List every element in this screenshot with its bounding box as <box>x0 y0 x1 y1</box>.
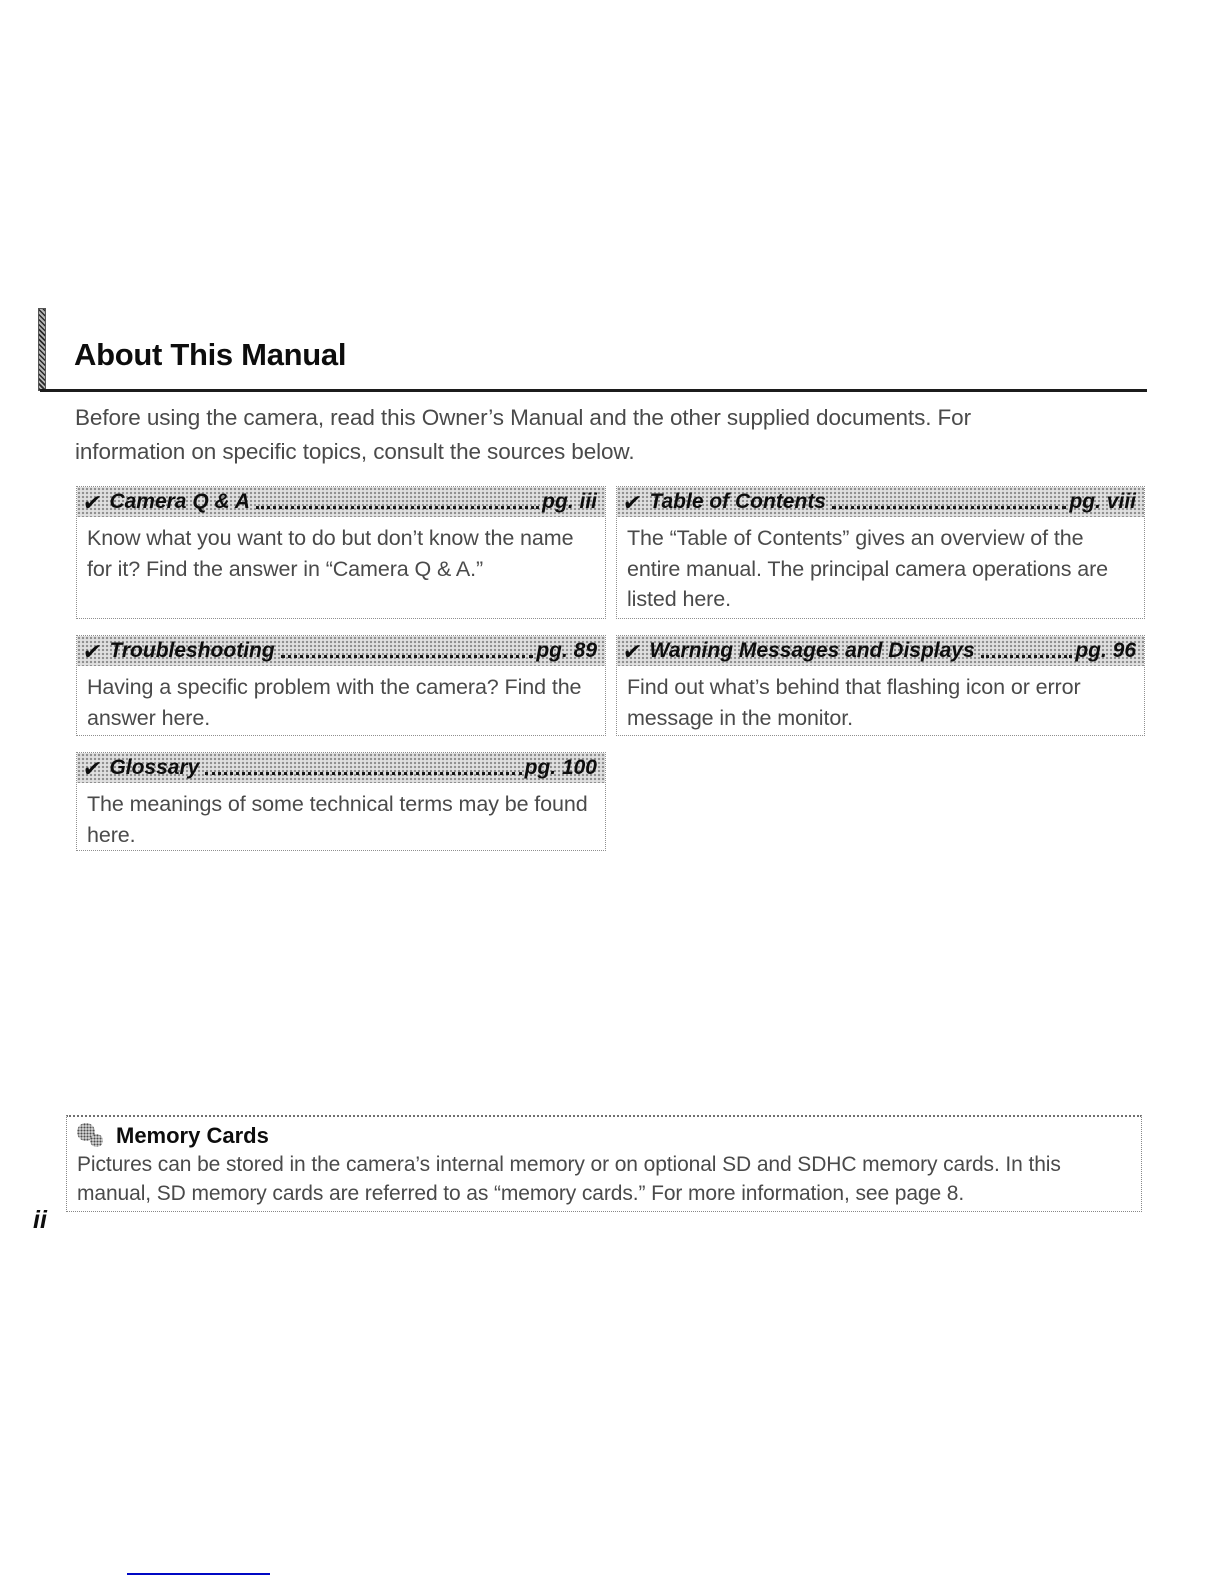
check-icon: ✔ <box>81 639 104 664</box>
memory-cards-note <box>66 1115 1142 1212</box>
check-icon: ✔ <box>81 490 104 515</box>
ref-box-header <box>617 636 1144 666</box>
ref-box-body: The “Table of Contents” gives an overview of the entire manual. The principal camera operations are listed here. <box>627 526 1109 612</box>
title-rule <box>40 389 1147 392</box>
ref-box-troubleshooting <box>76 635 606 736</box>
note-title: Memory Cards <box>116 1123 269 1148</box>
page-ref: pg. 96 <box>1075 639 1136 662</box>
intro-line-1: Before using the camera, read this Owner’s Manual and the other supplied documents. For <box>75 405 971 430</box>
ref-box-body: The meanings of some technical terms may be found here. <box>87 792 588 847</box>
dotted-leader <box>832 506 1066 509</box>
ref-box-title: Troubleshooting <box>109 639 275 662</box>
ref-box-title: Glossary <box>109 756 200 779</box>
page-ref: pg. 89 <box>536 639 597 662</box>
ref-box-header <box>77 636 605 666</box>
ref-box-title: Camera Q & A <box>109 490 250 513</box>
memory-cards-icon <box>77 1122 107 1150</box>
page-ref: pg. iii <box>542 490 597 513</box>
dotted-leader <box>256 506 539 509</box>
ref-box-title: Table of Contents <box>649 490 826 513</box>
ref-box-body: Having a specific problem with the camera? Find the answer here. <box>87 675 582 730</box>
page-number: ii <box>33 1206 47 1234</box>
ref-box-body: Know what you want to do but don’t know the name for it? Find the answer in “Camera Q & A.” <box>87 526 574 581</box>
dotted-leader <box>281 655 534 658</box>
page-ref: pg. viii <box>1069 490 1136 513</box>
dotted-leader <box>981 655 1073 658</box>
ref-box-warning-messages <box>616 635 1145 736</box>
check-icon: ✔ <box>621 490 644 515</box>
note-body: Pictures can be stored in the camera’s internal memory or on optional SD and SDHC memory cards. In this manual, SD memory cards are referred to as “memory cards.” For more information, see page 8. <box>77 1153 1061 1205</box>
ref-box-camera-qa <box>76 486 606 619</box>
ref-box-glossary <box>76 752 606 851</box>
ref-box-header <box>617 487 1144 517</box>
ref-box-header <box>77 487 605 517</box>
ref-box-header <box>77 753 605 783</box>
memory-cards-note-header <box>77 1122 1129 1150</box>
page-title: About This Manual <box>74 337 347 372</box>
page-ref: pg. 100 <box>524 756 597 779</box>
intro-paragraph <box>75 401 971 469</box>
chapter-edge-bar <box>38 308 46 391</box>
intro-line-2: information on specific topics, consult the sources below. <box>75 438 635 464</box>
ref-box-table-of-contents <box>616 486 1145 619</box>
dotted-leader <box>205 772 521 775</box>
ref-box-body: Find out what’s behind that flashing icon or error message in the monitor. <box>627 675 1081 730</box>
footer-link-underline[interactable] <box>127 1573 270 1575</box>
ref-box-title: Warning Messages and Displays <box>649 639 975 662</box>
check-icon: ✔ <box>621 639 644 664</box>
check-icon: ✔ <box>81 756 104 781</box>
